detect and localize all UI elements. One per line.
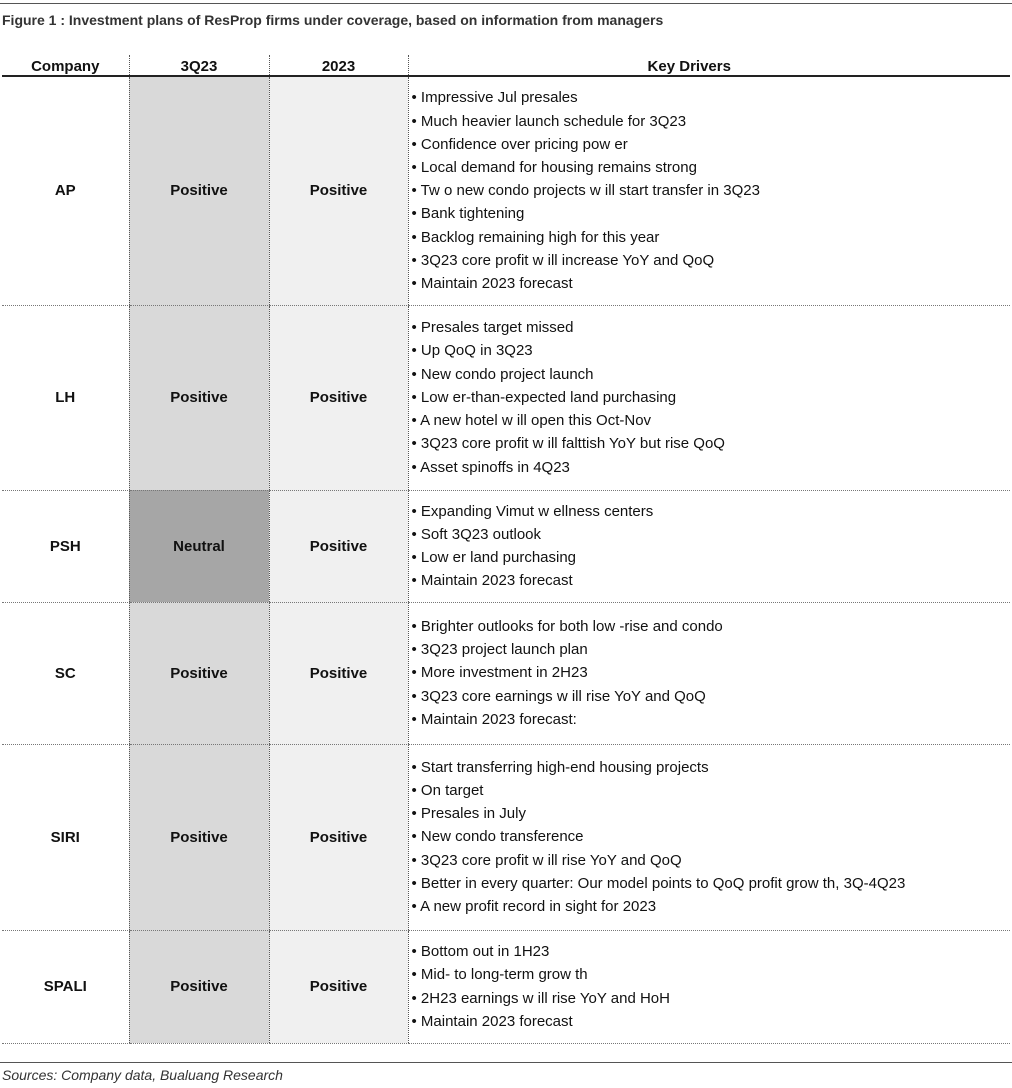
company-cell: SIRI <box>2 744 129 930</box>
bullet-icon: • <box>411 898 421 915</box>
bottom-rule <box>0 1062 1012 1063</box>
key-drivers-cell <box>408 602 1010 744</box>
driver-item <box>412 802 1011 825</box>
table-row <box>2 602 1010 744</box>
source-note: Sources: Company data, Bualuang Research <box>2 1067 283 1083</box>
driver-item <box>412 86 1011 109</box>
driver-text: Backlog remaining high for this year <box>420 228 660 246</box>
bullet-icon: • <box>411 89 421 107</box>
driver-item <box>412 963 1011 986</box>
driver-item <box>412 316 1011 339</box>
driver-text: 3Q23 core profit w ill falttish YoY but rise QoQ <box>420 435 725 453</box>
driver-item <box>412 685 1011 708</box>
key-drivers-cell <box>408 305 1010 490</box>
rating-3q23-cell: Neutral <box>129 490 269 602</box>
driver-item <box>412 987 1011 1010</box>
bullet-icon: • <box>411 549 421 566</box>
driver-text: On target <box>420 781 484 799</box>
bullet-icon: • <box>411 205 421 223</box>
bullet-icon: • <box>411 158 421 176</box>
driver-text: Asset spinoffs in 4Q23 <box>420 458 570 476</box>
bullet-icon: • <box>411 1012 421 1030</box>
driver-item <box>412 708 1011 731</box>
bullet-icon: • <box>411 641 421 659</box>
driver-text: Presales target missed <box>420 319 574 337</box>
driver-text: Bank tightening <box>420 205 525 223</box>
table-row <box>2 744 1010 930</box>
rating-2023-cell: Positive <box>269 602 408 744</box>
driver-item <box>412 363 1011 386</box>
rating-2023-cell: Positive <box>269 76 408 305</box>
driver-item <box>412 895 1011 918</box>
key-drivers-cell <box>408 744 1010 930</box>
driver-text: Much heavier launch schedule for 3Q23 <box>420 112 687 130</box>
key-drivers-cell <box>408 76 1010 305</box>
driver-text: Local demand for housing remains strong <box>420 158 697 176</box>
driver-item <box>412 872 1011 895</box>
driver-item <box>412 569 1011 592</box>
rating-3q23-cell: Positive <box>129 744 269 930</box>
driver-text: Soft 3Q23 outlook <box>420 525 542 543</box>
company-cell: PSH <box>2 490 129 602</box>
rating-2023-cell: Positive <box>269 305 408 490</box>
investment-plans-table <box>2 55 1010 1044</box>
bullet-icon: • <box>411 710 421 728</box>
driver-item <box>412 615 1011 638</box>
driver-text: Bottom out in 1H23 <box>420 943 550 961</box>
header-key-drivers: Key Drivers <box>408 55 1010 76</box>
driver-item <box>412 339 1011 362</box>
header-2023: 2023 <box>269 55 408 76</box>
bullet-icon: • <box>411 989 421 1007</box>
driver-text: A new hotel w ill open this Oct-Nov <box>420 412 652 430</box>
rating-2023-cell: Positive <box>269 930 408 1043</box>
rating-2023-cell: Positive <box>269 490 408 602</box>
driver-text: New condo project launch <box>420 365 594 383</box>
table-row <box>2 930 1010 1043</box>
driver-item <box>412 661 1011 684</box>
driver-text: 3Q23 project launch plan <box>420 641 588 659</box>
rating-3q23-cell: Positive <box>129 76 269 305</box>
driver-item <box>412 638 1011 661</box>
bullet-icon: • <box>411 342 421 360</box>
driver-text: 2H23 earnings w ill rise YoY and HoH <box>420 989 670 1007</box>
driver-item <box>412 546 1011 569</box>
table-row <box>2 76 1010 305</box>
driver-item <box>412 156 1011 179</box>
driver-text: New condo transference <box>420 828 584 846</box>
driver-text: Brighter outlooks for both low -rise and condo <box>420 617 723 635</box>
table-row <box>2 305 1010 490</box>
driver-text: Start transferring high-end housing projects <box>420 758 709 776</box>
bullet-icon: • <box>411 687 421 705</box>
driver-text: Maintain 2023 forecast: <box>420 710 577 728</box>
driver-text: 3Q23 core profit w ill rise YoY and QoQ <box>420 851 682 869</box>
bullet-icon: • <box>411 251 421 269</box>
rating-2023-cell: Positive <box>269 744 408 930</box>
bullet-icon: • <box>411 365 421 383</box>
company-cell: SC <box>2 602 129 744</box>
header-company: Company <box>2 55 129 76</box>
company-cell: SPALI <box>2 930 129 1043</box>
driver-text: 3Q23 core profit w ill increase YoY and QoQ <box>420 251 715 269</box>
bullet-icon: • <box>411 274 421 292</box>
driver-text: Impressive Jul presales <box>420 89 578 107</box>
driver-item <box>412 202 1011 225</box>
bullet-icon: • <box>411 502 421 520</box>
bullet-icon: • <box>411 135 421 153</box>
driver-item <box>412 779 1011 802</box>
rating-3q23-cell: Positive <box>129 930 269 1043</box>
driver-item <box>412 249 1011 272</box>
driver-text: Expanding Vimut w ellness centers <box>420 502 654 520</box>
driver-item <box>412 226 1011 249</box>
driver-item <box>412 456 1011 479</box>
header-row <box>2 55 1010 76</box>
bullet-icon: • <box>411 617 421 635</box>
bullet-icon: • <box>411 112 421 130</box>
driver-text: Maintain 2023 forecast <box>420 274 573 292</box>
bullet-icon: • <box>411 874 421 892</box>
driver-text: A new profit record in sight for 2023 <box>420 898 657 915</box>
bullet-icon: • <box>411 228 421 246</box>
driver-item <box>412 386 1011 409</box>
driver-text: Low er land purchasing <box>420 549 577 566</box>
driver-item <box>412 500 1011 523</box>
figure-title: Figure 1 : Investment plans of ResProp firms under coverage, based on information from managers <box>2 12 664 28</box>
bullet-icon: • <box>411 851 421 869</box>
bullet-icon: • <box>411 319 421 337</box>
bullet-icon: • <box>411 412 421 430</box>
driver-text: Better in every quarter: Our model points to QoQ profit grow th, 3Q-4Q23 <box>420 874 906 892</box>
bullet-icon: • <box>411 388 421 406</box>
bullet-icon: • <box>411 572 421 590</box>
driver-item <box>412 272 1011 295</box>
rating-3q23-cell: Positive <box>129 305 269 490</box>
driver-item <box>412 179 1011 202</box>
driver-text: Tw o new condo projects w ill start transfer in 3Q23 <box>420 182 760 200</box>
driver-text: Confidence over pricing pow er <box>420 135 628 153</box>
company-cell: LH <box>2 305 129 490</box>
driver-text: Maintain 2023 forecast <box>420 1012 573 1030</box>
top-rule <box>0 3 1012 4</box>
driver-item <box>412 432 1011 455</box>
driver-item <box>412 110 1011 133</box>
bullet-icon: • <box>411 435 421 453</box>
bullet-icon: • <box>411 758 421 776</box>
bullet-icon: • <box>411 458 421 476</box>
driver-item <box>412 523 1011 546</box>
driver-item <box>412 1010 1011 1033</box>
bullet-icon: • <box>411 966 421 984</box>
driver-item <box>412 133 1011 156</box>
table-row <box>2 490 1010 602</box>
driver-text: Mid- to long-term grow th <box>420 966 588 984</box>
driver-text: Low er-than-expected land purchasing <box>420 388 677 406</box>
key-drivers-cell <box>408 490 1010 602</box>
driver-text: Presales in July <box>420 805 526 823</box>
bullet-icon: • <box>411 182 421 200</box>
driver-item <box>412 756 1011 779</box>
driver-text: More investment in 2H23 <box>420 664 588 682</box>
bullet-icon: • <box>411 525 421 543</box>
key-drivers-cell <box>408 930 1010 1043</box>
bullet-icon: • <box>411 781 421 799</box>
company-cell: AP <box>2 76 129 305</box>
bullet-icon: • <box>411 828 421 846</box>
bullet-icon: • <box>411 943 421 961</box>
bullet-icon: • <box>411 805 421 823</box>
bullet-icon: • <box>411 664 421 682</box>
driver-text: Maintain 2023 forecast <box>420 572 573 590</box>
driver-item <box>412 409 1011 432</box>
driver-text: Up QoQ in 3Q23 <box>420 342 533 360</box>
header-3q23: 3Q23 <box>129 55 269 76</box>
rating-3q23-cell: Positive <box>129 602 269 744</box>
driver-item <box>412 940 1011 963</box>
driver-item <box>412 825 1011 848</box>
driver-item <box>412 849 1011 872</box>
driver-text: 3Q23 core earnings w ill rise YoY and QoQ <box>420 687 706 705</box>
